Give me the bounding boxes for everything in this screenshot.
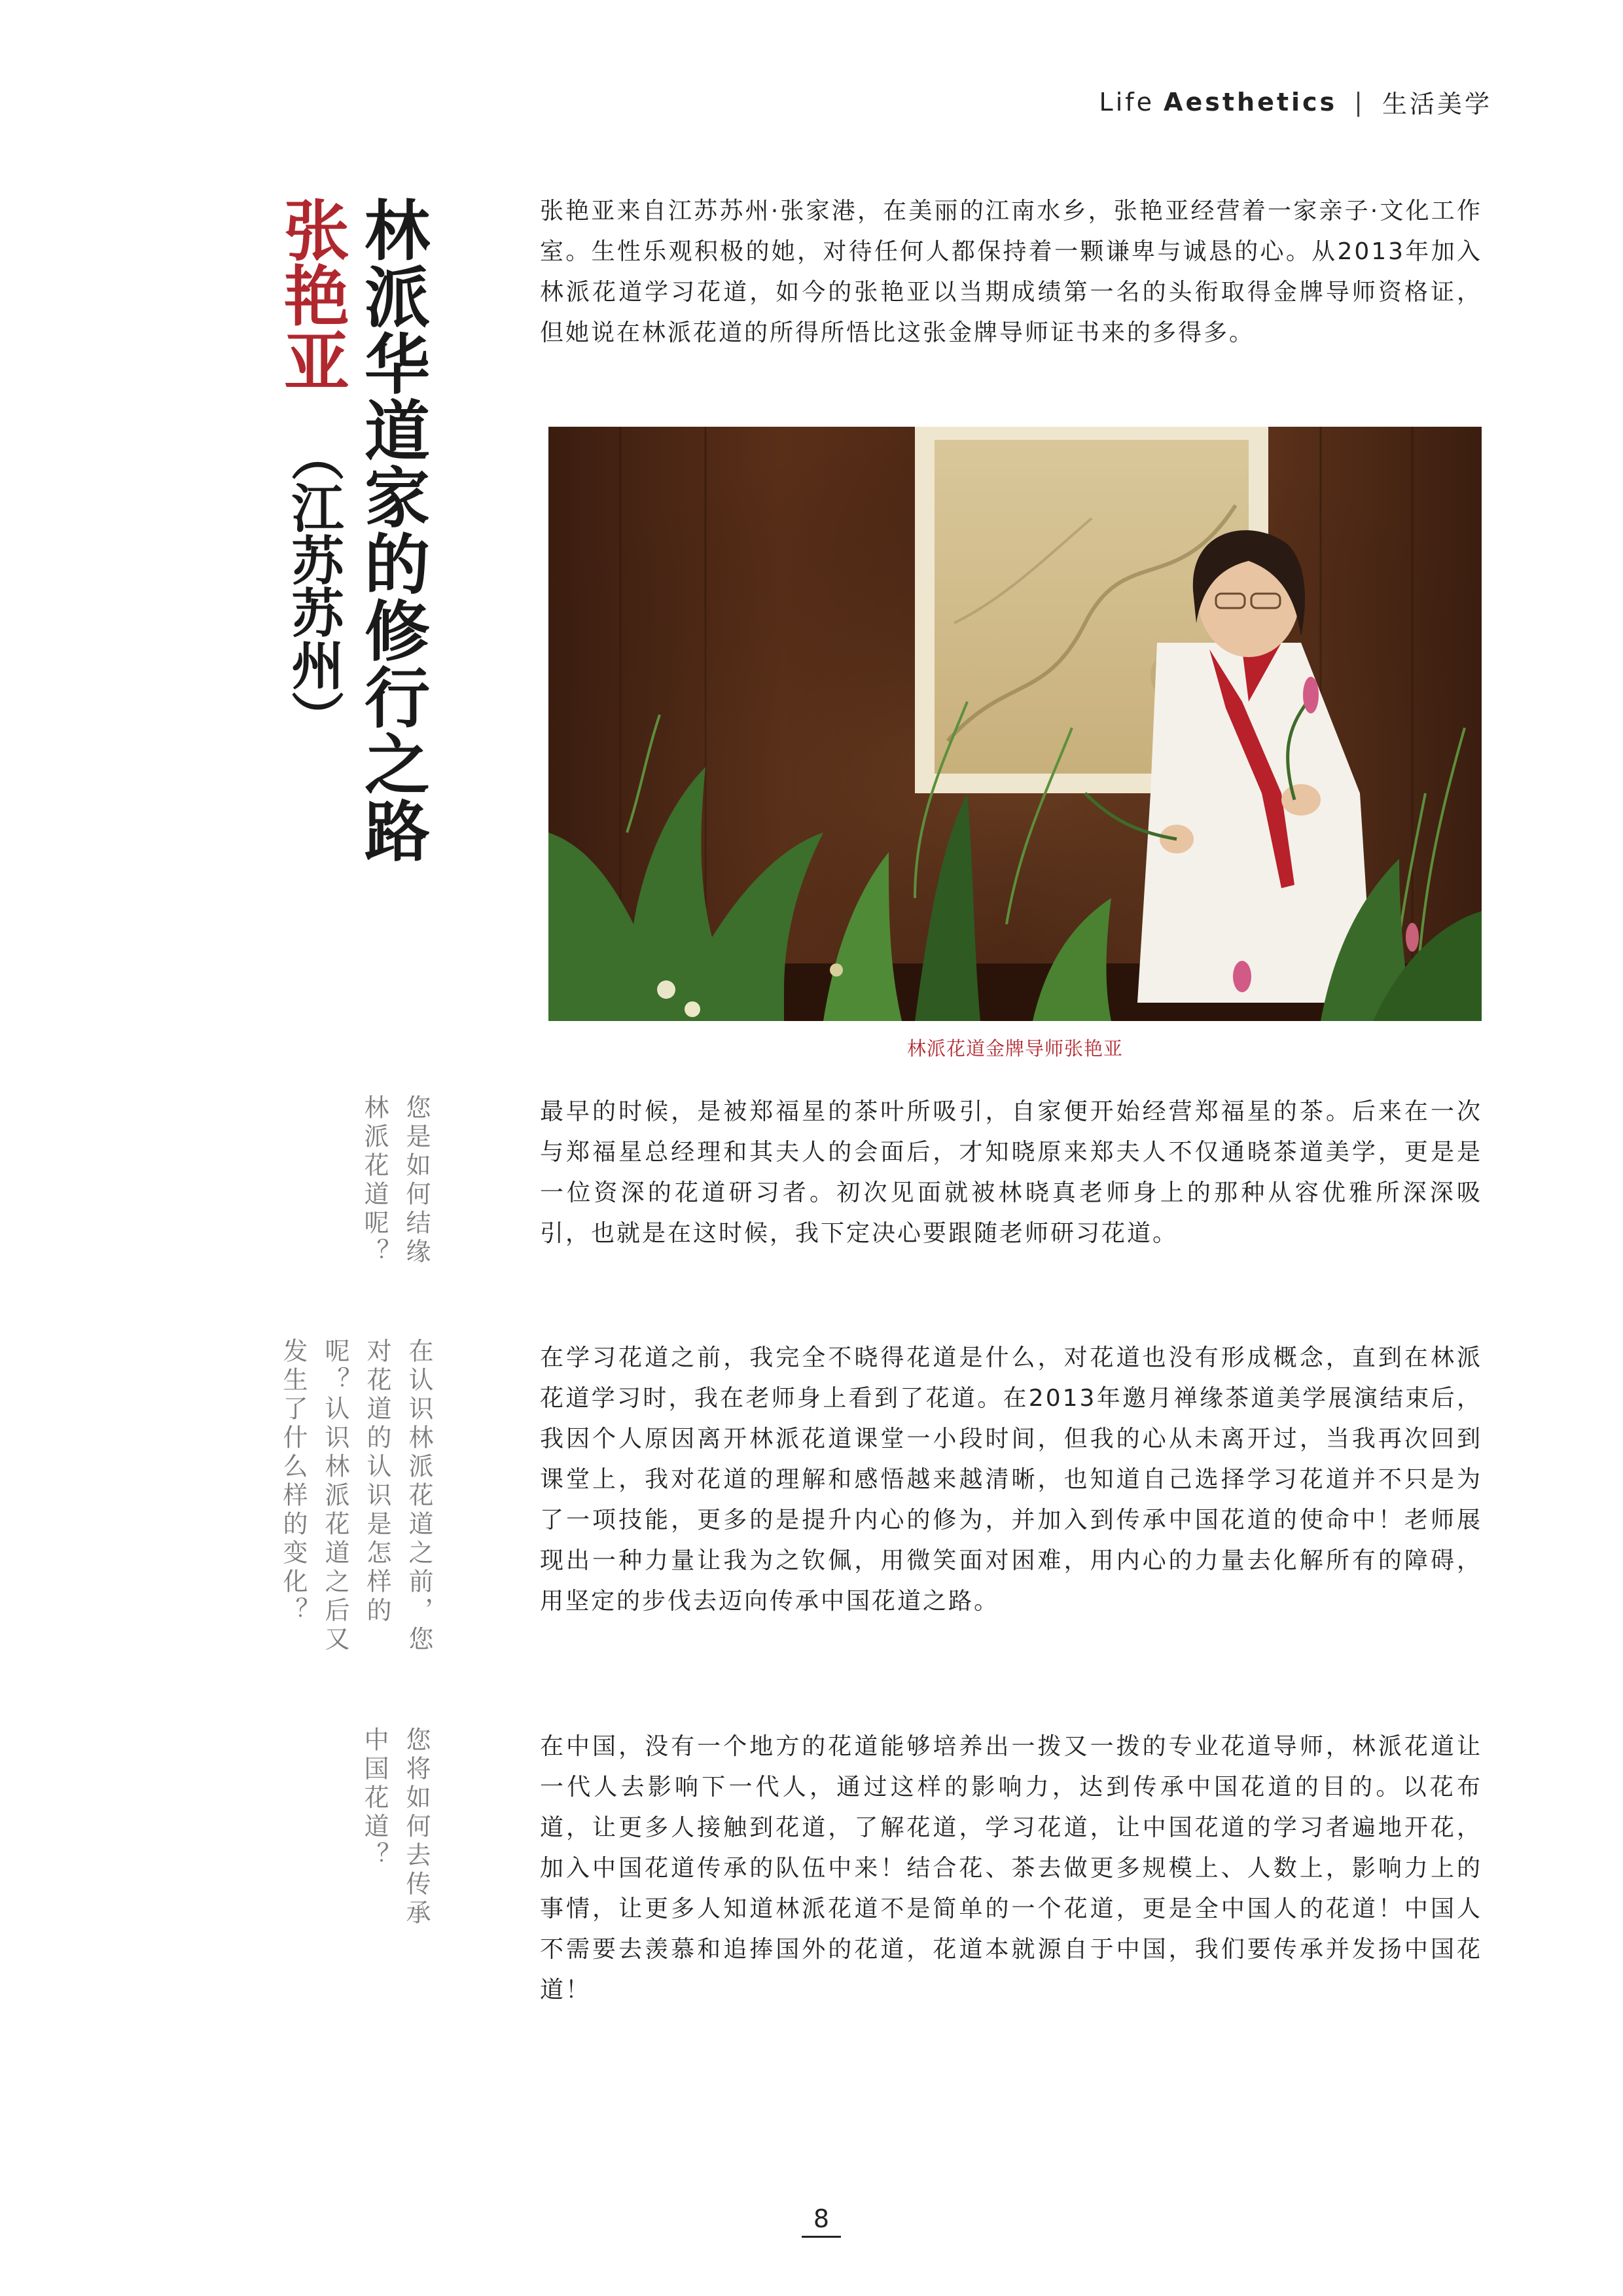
photo-caption: 林派花道金牌导师张艳亚 bbox=[906, 1037, 1123, 1060]
header-aesthetics: Aesthetics bbox=[1164, 87, 1338, 117]
answer-2: 在学习花道之前，我完全不晓得花道是什么，对花道也没有形成概念，直到在林派花道学习时，我在老师身上看到了花道。在2013年邀月禅缘茶道美学展演结束后，我因个人原因离开林派花道课堂一小段时间，但我的心从未离开过，当我再次回到课堂上，我对花道的理解和感悟越来越清晰，也知道自己选择学习花道并不只是为了一项技能，更多的是提升内心的修为，并加入到传承中国花道的使命中！老师展现出一种力量让我为之钦佩，用微笑面对困难，用内心的力量去化解所有的障碍，用坚定的步伐去迈向传承中国花道之路。 bbox=[540, 1344, 1482, 1615]
header-separator: | bbox=[1354, 87, 1365, 117]
answer-3: 在中国，没有一个地方的花道能够培养出一拨又一拨的专业花道导师，林派花道让一代人去影响下一代人，通过这样的影响力，达到传承中国花道的目的。以花布道，让更多人接触到花道，了解花道，学习花道，让中国花道的学习者遍地开花，加入中国花道传承的队伍中来！结合花、茶去做更多规模上、人数上，影响力上的事情，让更多人知道林派花道不是简单的一个花道，更是全中国人的花道！中国人不需要去羡慕和追捧国外的花道，花道本就源自于中国，我们要传承并发扬中国花道！ bbox=[540, 1733, 1482, 2003]
person-location: （江苏苏州） bbox=[283, 429, 344, 743]
header-life: Life bbox=[1099, 87, 1155, 117]
portrait-photo bbox=[548, 427, 1482, 1021]
question-2: 在认识林派花道之前，您对花道的认识是怎样的呢？认识林派花道之后又发生了什么样的变化？ bbox=[279, 1338, 433, 1655]
page-header bbox=[1099, 84, 1492, 120]
question-1: 您是如何结缘林派花道呢？ bbox=[360, 1094, 431, 1267]
intro-paragraph: 张艳亚来自江苏苏州·张家港，在美丽的江南水乡，张艳亚经营着一家亲子·文化工作室。生性乐观积极的她，对待任何人都保持着一颗谦卑与诚恳的心。从2013年加入林派花道学习花道，如今的张艳亚以当期成绩第一名的头衔取得金牌导师资格证，但她说在林派花道的所得所悟比这张金牌导师证书来的多得多。 bbox=[540, 198, 1482, 346]
page-number: 8 bbox=[802, 2204, 841, 2238]
person-name: 张艳亚 bbox=[273, 196, 349, 393]
question-3: 您将如何去传承中国花道？ bbox=[360, 1727, 431, 1928]
header-chinese: 生活美学 bbox=[1382, 90, 1492, 118]
article-title: 林派华道家的修行之路 bbox=[353, 196, 430, 864]
answer-1: 最早的时候，是被郑福星的茶叶所吸引，自家便开始经营郑福星的茶。后来在一次与郑福星总经理和其夫人的会面后，才知晓原来郑夫人不仅通晓茶道美学，更是是一位资深的花道研习者。初次见面就被林晓真老师身上的那种从容优雅所深深吸引，也就是在这时候，我下定决心要跟随老师研习花道。 bbox=[540, 1098, 1482, 1247]
